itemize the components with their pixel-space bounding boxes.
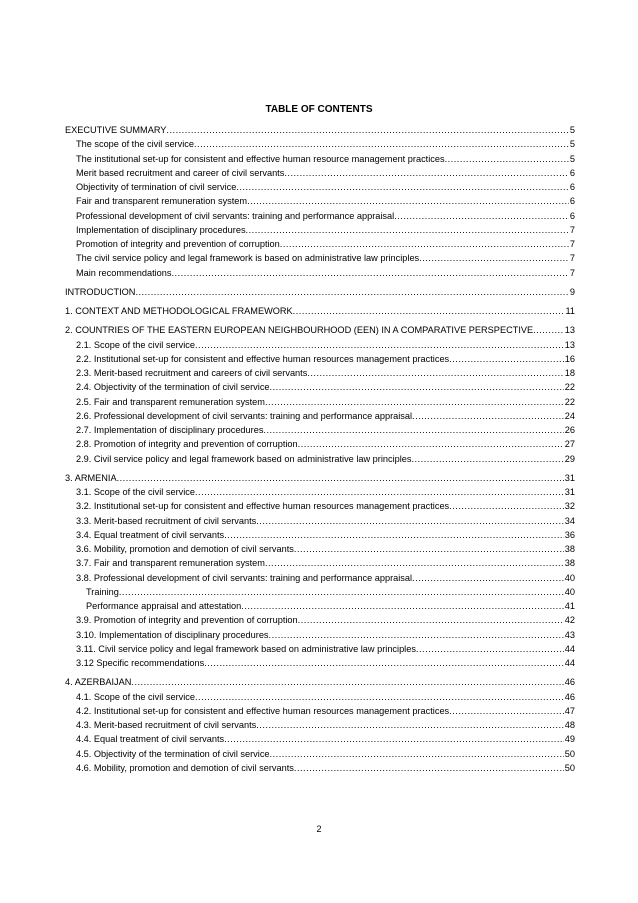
toc-entry-page: 46 <box>564 691 575 702</box>
toc-entry[interactable] <box>65 452 575 466</box>
dot-leader <box>284 166 569 180</box>
toc-entry-label: 4.5. Objectivity of the termination of civil service <box>76 748 270 759</box>
toc-entry-label: 4.6. Mobility, promotion and demotion of civil servants <box>76 762 294 773</box>
toc-entry-page: 16 <box>564 353 575 364</box>
dot-leader <box>247 194 569 208</box>
dot-leader <box>307 366 563 380</box>
dot-leader <box>533 323 564 337</box>
toc-entry-page: 48 <box>564 720 575 730</box>
toc-entry[interactable] <box>65 628 575 642</box>
dot-leader <box>269 628 564 642</box>
toc-entry-page: 6 <box>569 210 575 221</box>
toc-entry[interactable] <box>65 704 575 718</box>
dot-leader <box>117 471 564 485</box>
toc-entry-page: 34 <box>564 515 575 526</box>
toc-entry-label: 2.9. Civil service policy and legal framework based on administrative law principles <box>76 453 412 464</box>
toc-entry-page: 49 <box>564 734 575 745</box>
toc-entry-label: Main recommendations <box>76 267 172 278</box>
dot-leader <box>172 266 569 280</box>
toc-entry[interactable] <box>65 409 575 423</box>
toc-entry-page: 6 <box>569 182 575 192</box>
toc-entry-page: 13 <box>564 325 575 336</box>
toc-entry[interactable] <box>65 718 575 732</box>
toc-entry-page: 7 <box>569 224 575 235</box>
toc-entry-page: 18 <box>564 368 575 378</box>
toc-entry[interactable] <box>65 137 575 151</box>
toc-entry[interactable] <box>65 499 575 513</box>
toc-entry-page: 5 <box>569 153 575 164</box>
toc-entry-page: 26 <box>564 425 575 435</box>
dot-leader <box>419 251 569 265</box>
toc-entry[interactable] <box>65 761 575 775</box>
dot-leader <box>412 409 564 423</box>
dot-leader <box>204 656 564 670</box>
toc-entry-label: 2.6. Professional development of civil servants: training and performance appraisal <box>76 410 413 421</box>
dot-leader <box>256 514 564 528</box>
page-number: 2 <box>316 824 322 834</box>
toc-entry-page: 6 <box>569 167 575 178</box>
dot-leader <box>166 123 568 137</box>
dot-leader <box>449 704 564 718</box>
dot-leader <box>298 613 564 627</box>
toc-entry-label: 2.5. Fair and transparent remuneration system <box>76 396 265 407</box>
toc-entry-label: The institutional set-up for consistent and effective human resource management practices <box>76 153 445 164</box>
toc-entry-page: 50 <box>564 748 575 759</box>
toc-entry[interactable] <box>65 395 575 409</box>
dot-leader <box>294 761 564 775</box>
dot-leader <box>256 718 564 732</box>
toc-entry-page: 31 <box>564 487 575 497</box>
toc-entry[interactable] <box>65 571 575 585</box>
toc-entry-label: Professional development of civil servants: training and performance appraisal <box>76 210 395 221</box>
dot-leader <box>449 352 564 366</box>
dot-leader <box>135 285 568 299</box>
toc-entry[interactable] <box>65 471 575 485</box>
toc-entry[interactable] <box>65 251 575 265</box>
dot-leader <box>236 180 569 194</box>
toc-entry-page: 7 <box>569 267 575 278</box>
dot-leader <box>280 237 569 251</box>
toc-entry-page: 24 <box>564 410 575 421</box>
toc-entry[interactable] <box>65 209 575 223</box>
toc-entry[interactable] <box>65 266 575 280</box>
toc-entry-page: 9 <box>569 286 575 297</box>
toc-entry[interactable] <box>65 223 575 237</box>
toc-entry[interactable] <box>65 380 575 394</box>
dot-leader <box>265 556 564 570</box>
dot-leader <box>270 747 564 761</box>
toc-entry[interactable] <box>65 180 575 194</box>
toc-entry[interactable] <box>65 542 575 556</box>
toc-entry[interactable] <box>65 152 575 166</box>
toc-entry[interactable] <box>65 642 575 656</box>
toc-entry-page: 5 <box>569 125 575 135</box>
dot-leader <box>445 152 569 166</box>
toc-entry-label: 3.9. Promotion of integrity and prevention of corruption <box>76 615 298 626</box>
toc-entry-page: 38 <box>564 544 575 554</box>
toc-entry-label: 2.1. Scope of the civil service <box>76 339 195 350</box>
toc-entry-label: 3. ARMENIA <box>65 472 117 483</box>
toc-entry-label: Implementation of disciplinary procedures <box>76 224 246 235</box>
toc-entry-label: The civil service policy and legal framework is based on administrative law principles <box>76 253 420 264</box>
toc-entry[interactable] <box>65 675 575 689</box>
dot-leader <box>246 223 569 237</box>
toc-entry-label: 2. COUNTRIES OF THE EASTERN EUROPEAN NEIGHBOURHOOD (EEN) IN A COMPARATIVE PERSPECTIVE <box>65 325 534 336</box>
toc-entry-label: 2.2. Institutional set-up for consistent and effective human resources management practices <box>76 353 450 364</box>
dot-leader <box>119 585 564 599</box>
toc-entry-label: 2.7. Implementation of disciplinary procedures <box>76 425 264 435</box>
toc-entry-label: 3.10. Implementation of disciplinary procedures <box>76 629 269 640</box>
toc-entry-label: The scope of the civil service <box>76 139 194 150</box>
toc-title: TABLE OF CONTENTS <box>265 104 373 115</box>
toc-entry[interactable] <box>65 194 575 208</box>
dot-leader <box>265 395 564 409</box>
toc-entry[interactable] <box>65 338 575 352</box>
toc-entry[interactable] <box>65 485 575 499</box>
toc-entry-page: 7 <box>569 239 575 249</box>
dot-leader <box>195 690 564 704</box>
toc-entry[interactable] <box>65 514 575 528</box>
toc-entry-page: 27 <box>564 439 575 450</box>
dot-leader <box>270 380 564 394</box>
toc-entry-page: 41 <box>564 601 575 611</box>
dot-leader <box>293 304 565 318</box>
toc-entry-label: Promotion of integrity and prevention of corruption <box>76 239 280 249</box>
dot-leader <box>241 599 564 613</box>
dot-leader <box>224 732 564 746</box>
toc-entry-label: INTRODUCTION <box>65 286 136 297</box>
toc-entry[interactable] <box>65 556 575 570</box>
dot-leader <box>298 437 564 451</box>
toc-entry-label: 2.3. Merit-based recruitment and careers of civil servants <box>76 368 308 378</box>
dot-leader <box>416 642 564 656</box>
toc-entry-label: 3.7. Fair and transparent remuneration system <box>76 558 265 569</box>
dot-leader <box>195 338 564 352</box>
toc-entry-page: 22 <box>564 382 575 393</box>
toc-entry[interactable] <box>65 352 575 366</box>
toc-entry-label: Training <box>86 586 119 597</box>
toc-entry-page: 47 <box>564 705 575 716</box>
toc-entry[interactable] <box>65 123 575 137</box>
toc-entry[interactable] <box>65 656 575 670</box>
toc-entry-page: 50 <box>564 762 575 773</box>
toc-entry-page: 5 <box>569 139 575 150</box>
dot-leader <box>294 542 564 556</box>
dot-leader <box>194 137 569 151</box>
toc-entry-page: 11 <box>565 306 575 316</box>
dot-leader <box>394 209 569 223</box>
toc-entry-label: 3.1. Scope of the civil service <box>76 487 195 497</box>
toc-entry[interactable] <box>65 366 575 380</box>
toc-entry-label: 2.8. Promotion of integrity and prevention of corruption <box>76 439 298 450</box>
toc-entry-page: 40 <box>564 572 575 583</box>
toc-entry[interactable] <box>65 747 575 761</box>
dot-leader <box>449 499 564 513</box>
toc-entry-label: 3.8. Professional development of civil servants: training and performance appraisal <box>76 572 413 583</box>
toc-entry-page: 6 <box>569 196 575 207</box>
toc-entry[interactable] <box>65 285 575 299</box>
table-of-contents <box>65 123 575 775</box>
toc-entry-label: 4.4. Equal treatment of civil servants <box>76 734 225 745</box>
dot-leader <box>131 675 563 689</box>
toc-entry-page: 40 <box>564 586 575 597</box>
toc-entry[interactable] <box>65 423 575 437</box>
toc-entry-page: 43 <box>564 629 575 640</box>
toc-entry-page: 44 <box>564 658 575 668</box>
toc-entry[interactable] <box>65 323 575 337</box>
toc-entry-label: Fair and transparent remuneration system <box>76 196 248 207</box>
toc-entry-label: 3.3. Merit-based recruitment of civil servants <box>76 515 257 526</box>
toc-entry-label: 3.4. Equal treatment of civil servants <box>76 529 225 540</box>
toc-entry[interactable] <box>65 437 575 451</box>
dot-leader <box>412 571 564 585</box>
toc-entry-label: 3.2. Institutional set-up for consistent and effective human resources management practices <box>76 501 450 512</box>
toc-entry-label: Objectivity of termination of civil service <box>76 182 237 192</box>
toc-entry-page: 38 <box>564 558 575 569</box>
toc-entry-page: 13 <box>564 339 575 350</box>
toc-entry-page: 7 <box>569 253 575 264</box>
toc-entry-label: 2.4. Objectivity of the termination of civil service <box>76 382 270 393</box>
toc-entry[interactable] <box>65 690 575 704</box>
toc-entry-label: 4.3. Merit-based recruitment of civil servants <box>76 720 257 730</box>
toc-entry[interactable] <box>65 528 575 542</box>
toc-entry[interactable] <box>65 585 575 599</box>
toc-entry-label: 1. CONTEXT AND METHODOLOGICAL FRAMEWORK <box>65 306 293 316</box>
toc-entry-label: Merit based recruitment and career of civil servants <box>76 167 285 178</box>
dot-leader <box>224 528 564 542</box>
toc-entry-page: 29 <box>564 453 575 464</box>
toc-entry-label: 3.12 Specific recommendations <box>76 658 205 668</box>
toc-entry-page: 44 <box>564 643 575 654</box>
toc-entry-label: 3.11. Civil service policy and legal framework based on administrative law principles <box>76 643 416 654</box>
toc-entry-label: Performance appraisal and attestation <box>86 601 242 611</box>
toc-entry[interactable] <box>65 613 575 627</box>
toc-entry-label: 4.2. Institutional set-up for consistent and effective human resources management practices <box>76 705 450 716</box>
toc-entry-page: 31 <box>564 472 575 483</box>
toc-entry[interactable] <box>65 599 575 613</box>
dot-leader <box>412 452 564 466</box>
dot-leader <box>195 485 564 499</box>
dot-leader <box>263 423 563 437</box>
toc-entry-label: 3.6. Mobility, promotion and demotion of civil servants <box>76 544 294 554</box>
toc-entry-page: 46 <box>564 677 575 688</box>
toc-entry-page: 42 <box>564 615 575 626</box>
toc-entry-page: 36 <box>564 529 575 540</box>
toc-entry-page: 22 <box>564 396 575 407</box>
toc-entry[interactable] <box>65 304 575 318</box>
toc-entry-label: 4. AZERBAIJAN <box>65 677 132 688</box>
toc-entry[interactable] <box>65 732 575 746</box>
toc-entry-label: 4.1. Scope of the civil service <box>76 691 195 702</box>
toc-entry-page: 32 <box>564 501 575 512</box>
toc-entry-label: EXECUTIVE SUMMARY <box>65 125 167 135</box>
toc-entry[interactable] <box>65 166 575 180</box>
toc-entry[interactable] <box>65 237 575 251</box>
